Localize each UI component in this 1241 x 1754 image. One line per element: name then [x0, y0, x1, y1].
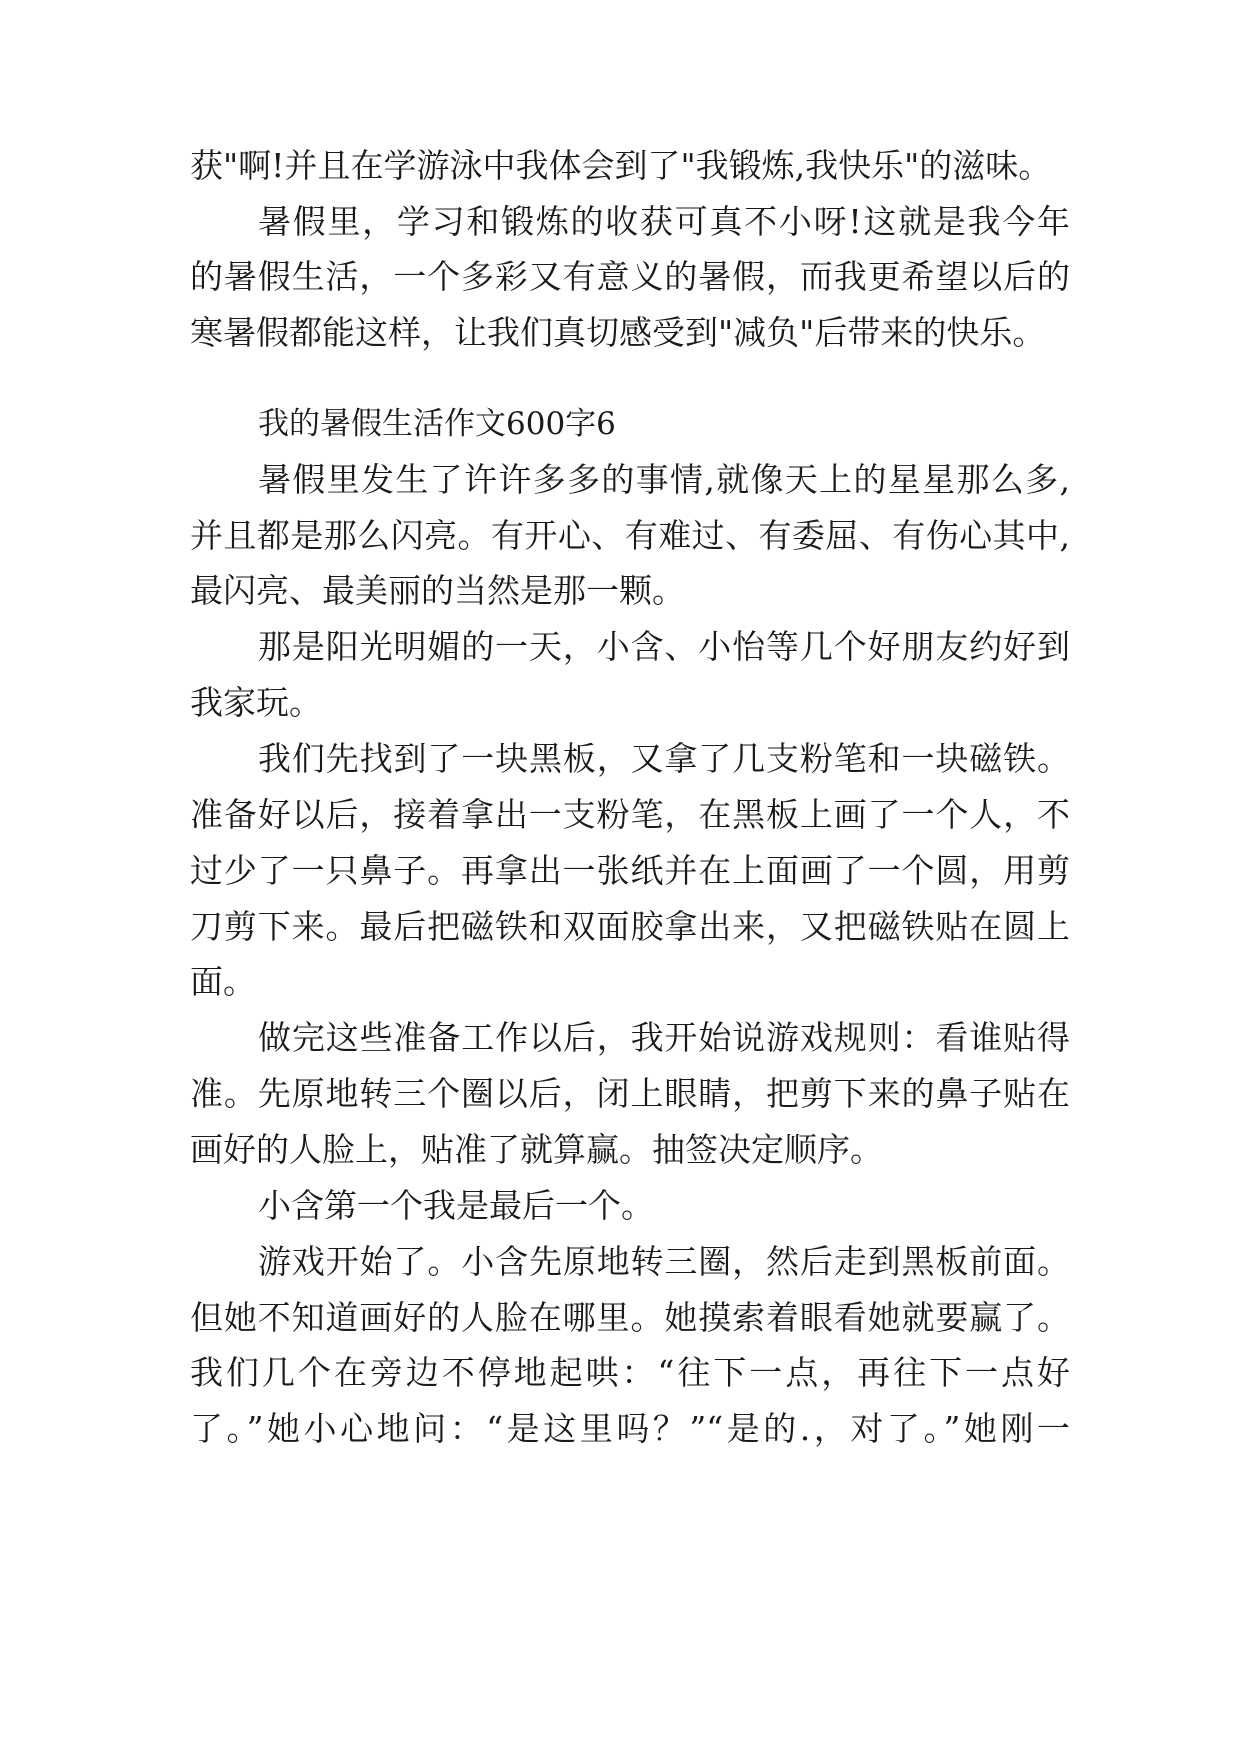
text-line: 最闪亮、最美丽的当然是那一颗。	[190, 571, 685, 610]
text-line: 暑假里发生了许许多多的事情,就像天上的星星那么多,	[258, 460, 1070, 499]
text-line: 准。先原地转三个圈以后，闭上眼睛，把剪下来的鼻子贴在	[190, 1074, 1070, 1113]
text-line: 获"啊!并且在学游泳中我体会到了"我锻炼,我快乐"的滋味。	[190, 146, 1052, 185]
text-line: 做完这些准备工作以后，我开始说游戏规则：看谁贴得	[258, 1018, 1070, 1057]
text-line: 但她不知道画好的人脸在哪里。她摸索着眼看她就要赢了。	[190, 1298, 1070, 1337]
text-line: 我们先找到了一块黑板，又拿了几支粉笔和一块磁铁。	[258, 739, 1070, 778]
text-line: 小含第一个我是最后一个。	[258, 1186, 654, 1225]
text-line: 我们几个在旁边不停地起哄：“往下一点，再往下一点好	[190, 1353, 1070, 1392]
text-line: 那是阳光明媚的一天，小含、小怡等几个好朋友约好到	[258, 627, 1070, 666]
section-heading: 我的暑假生活作文600字6	[258, 406, 616, 442]
text-line: 的暑假生活，一个多彩又有意义的暑假，而我更希望以后的	[190, 257, 1070, 296]
text-line: 我家玩。	[190, 683, 322, 722]
text-line: 准备好以后，接着拿出一支粉笔，在黑板上画了一个人，不	[190, 795, 1070, 834]
text-line: 游戏开始了。小含先原地转三圈，然后走到黑板前面。	[258, 1242, 1070, 1281]
text-line: 了。”她小心地问：“是这里吗？”“是的.，对了。”她刚一	[190, 1409, 1070, 1448]
text-line: 并且都是那么闪亮。有开心、有难过、有委屈、有伤心其中,	[190, 516, 1070, 555]
text-line: 暑假里，学习和锻炼的收获可真不小呀!这就是我今年	[258, 202, 1070, 241]
text-line: 过少了一只鼻子。再拿出一张纸并在上面画了一个圆，用剪	[190, 851, 1070, 890]
text-line: 寒暑假都能这样，让我们真切感受到"减负"后带来的快乐。	[190, 313, 1046, 352]
text-line: 面。	[190, 962, 256, 1001]
text-line: 画好的人脸上，贴准了就算赢。抽签决定顺序。	[190, 1130, 883, 1169]
text-line: 刀剪下来。最后把磁铁和双面胶拿出来，又把磁铁贴在圆上	[190, 907, 1070, 946]
